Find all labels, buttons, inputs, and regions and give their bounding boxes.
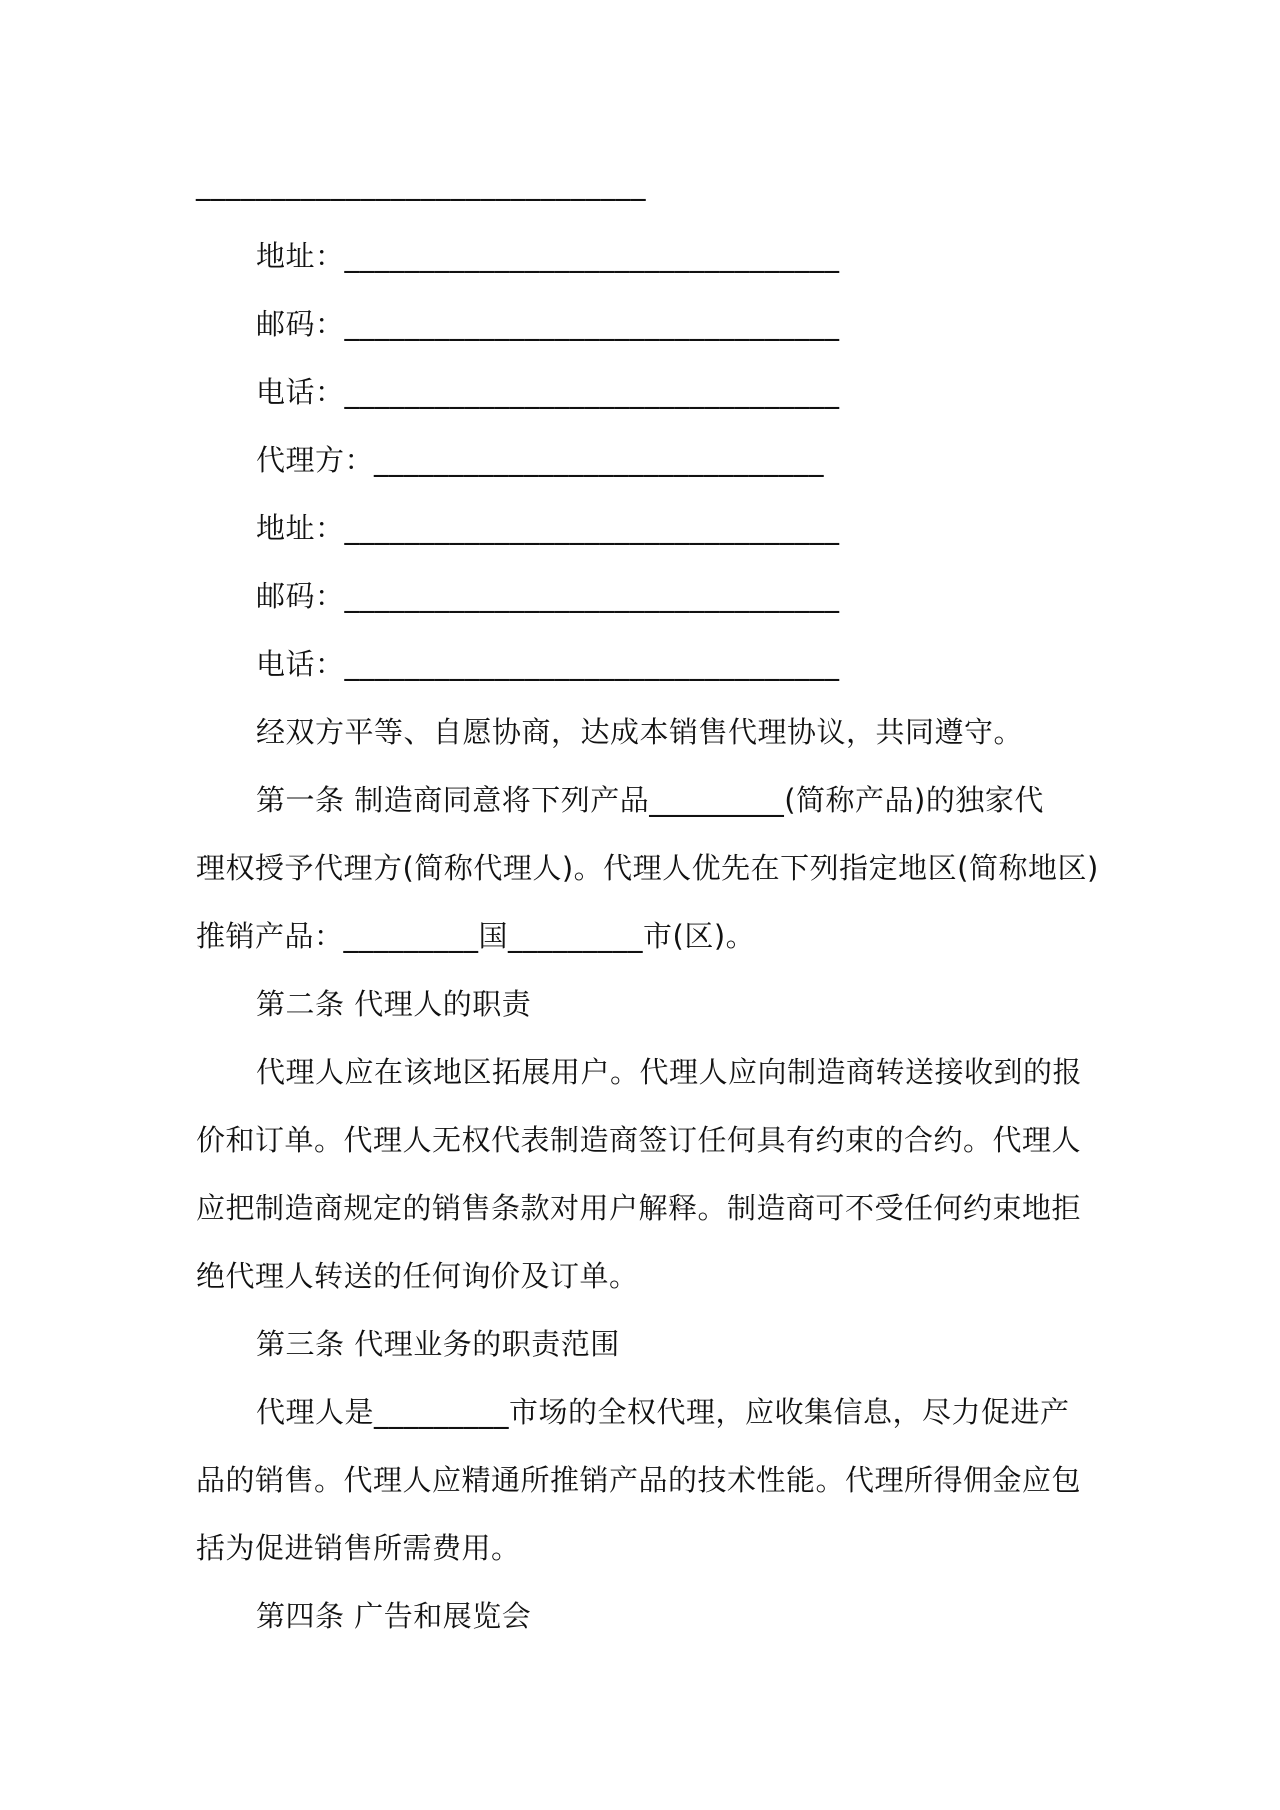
article3-heading: 第三条 代理业务的职责范围	[256, 1327, 620, 1361]
agent-phone-line: 电话：_________________________________	[256, 647, 840, 681]
agent-party-line: 代理方：______________________________	[256, 443, 825, 477]
agent-postcode-line: 邮码：_________________________________	[256, 579, 840, 613]
manufacturer-phone-line: 电话：_________________________________	[256, 375, 840, 409]
article2-heading: 第二条 代理人的职责	[256, 987, 532, 1021]
article4-heading: 第四条 广告和展览会	[256, 1599, 532, 1633]
article2-line2: 价和订单。代理人无权代表制造商签订任何具有约束的合约。代理人	[196, 1123, 1082, 1157]
preamble-paragraph: 经双方平等、自愿协商，达成本销售代理协议，共同遵守。	[256, 715, 1024, 749]
article3-line2: 品的销售。代理人应精通所推销产品的技术性能。代理所得佣金应包	[196, 1463, 1082, 1497]
article1-line2: 理权授予代理方(简称代理人)。代理人优先在下列指定地区(简称地区)	[196, 851, 1099, 885]
article3-line1: 代理人是_________市场的全权代理，应收集信息，尽力促进产	[256, 1395, 1070, 1429]
agent-address-line: 地址：_________________________________	[256, 511, 840, 545]
manufacturer-address-line: 地址：_________________________________	[256, 239, 840, 273]
article1-line3: 推销产品：_________国_________市(区)。	[196, 919, 756, 953]
article2-line4: 绝代理人转送的任何询价及订单。	[196, 1259, 639, 1293]
article3-line3: 括为促进销售所需费用。	[196, 1531, 521, 1565]
manufacturer-postcode-line: 邮码：_________________________________	[256, 307, 840, 341]
article2-line1: 代理人应在该地区拓展用户。代理人应向制造商转送接收到的报	[256, 1055, 1083, 1089]
top-rule: ______________________________	[196, 167, 646, 201]
article1-line1: 第一条 制造商同意将下列产品_________(简称产品)的独家代	[256, 783, 1044, 817]
article2-line3: 应把制造商规定的销售条款对用户解释。制造商可不受任何约束地拒	[196, 1191, 1082, 1225]
